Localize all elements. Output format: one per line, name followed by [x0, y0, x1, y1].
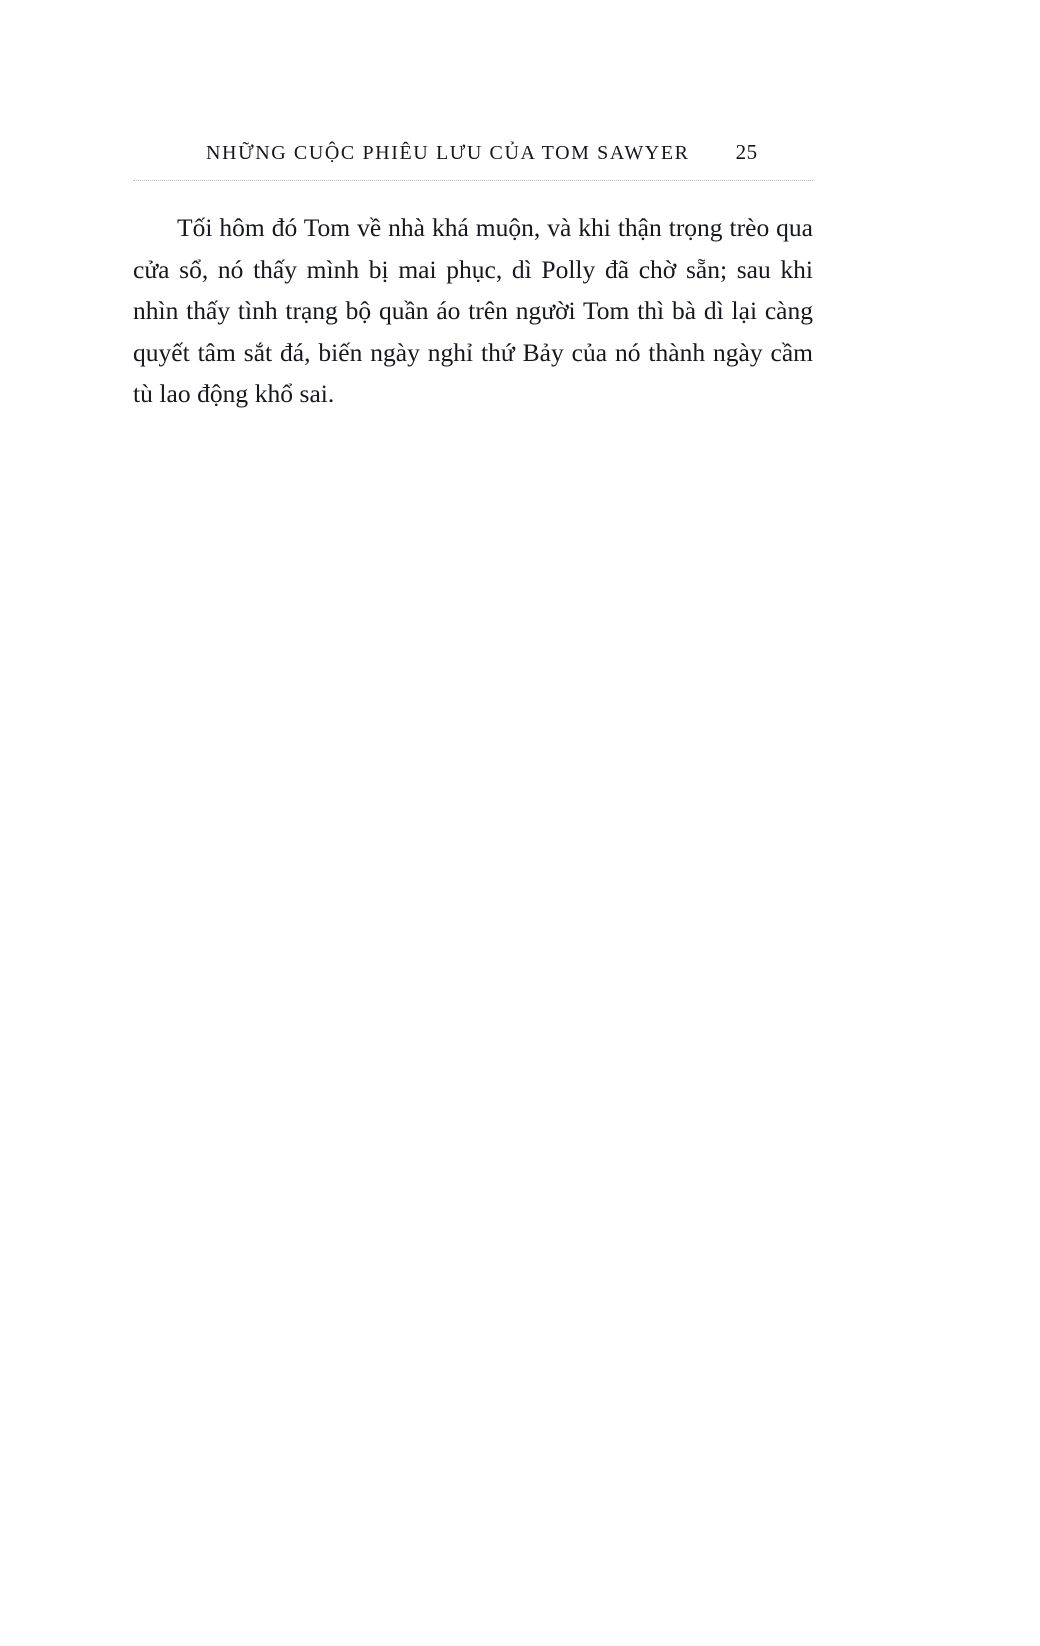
page-number: 25 [735, 140, 758, 164]
header-divider [133, 179, 813, 181]
running-head-title: NHỮNG CUỘC PHIÊU LƯU CỦA TOM SAWYER [206, 142, 690, 164]
body-paragraph: Tối hôm đó Tom về nhà khá muộn, và khi thận trọng trèo qua cửa sổ, nó thấy mình bị mai phục, dì Polly đã chờ sẵn; sau khi nhìn thấy tình trạng bộ quần áo trên người Tom thì bà dì lại càng quyết tâm sắt đá, biến ngày nghỉ thứ Bảy của nó thành ngày cầm tù lao động khổ sai. [133, 213, 813, 408]
page-content [133, 140, 813, 440]
running-head [133, 140, 813, 165]
